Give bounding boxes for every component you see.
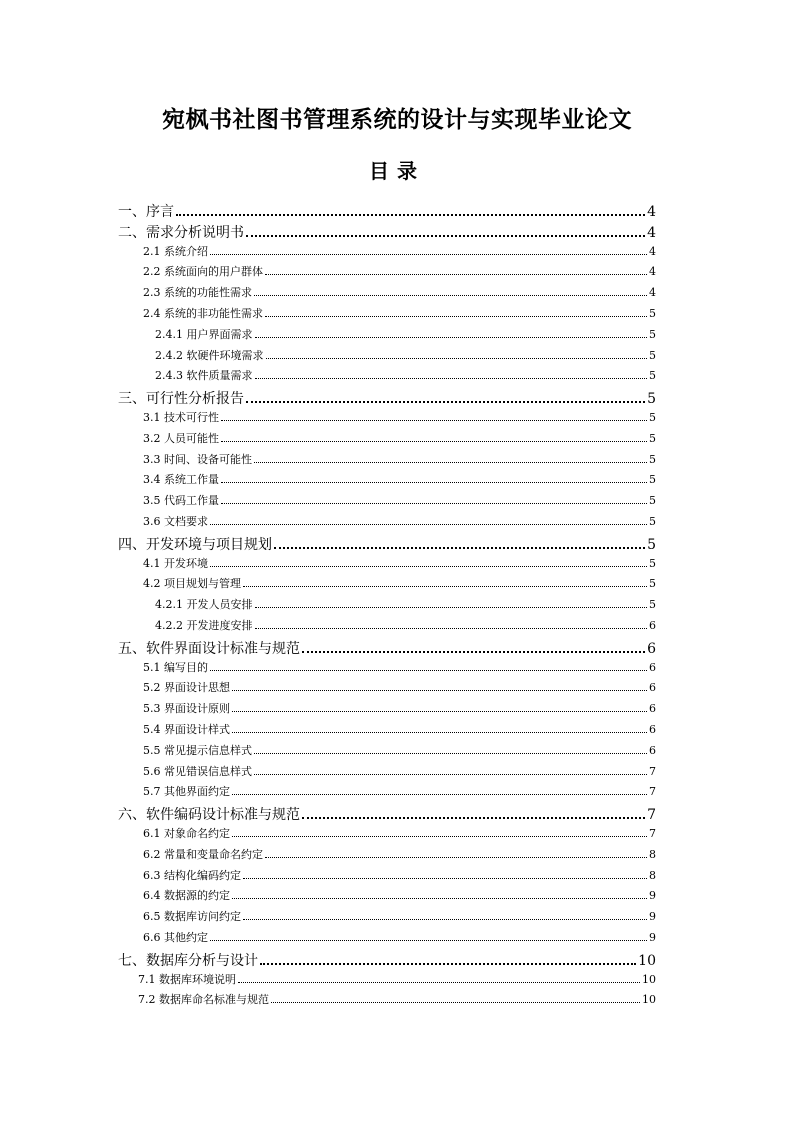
toc-entry-page: 7 xyxy=(649,785,656,799)
toc-entry-label: 6.4 数据源的约定 xyxy=(143,889,230,903)
toc-entry-page: 7 xyxy=(647,807,656,824)
toc-dot-leader xyxy=(232,825,647,837)
toc-entry-page: 9 xyxy=(649,910,656,924)
toc-entry-page: 5 xyxy=(649,431,656,445)
toc-entry-label: 6.2 常量和变量命名约定 xyxy=(143,847,263,861)
toc-entry-label: 4.1 开发环境 xyxy=(143,556,208,570)
toc-entry-level-2[interactable] xyxy=(143,721,656,741)
toc-entry-label: 5.1 编写目的 xyxy=(143,660,208,674)
toc-entry-page: 5 xyxy=(649,577,656,591)
toc-entry-level-3[interactable] xyxy=(155,347,656,367)
toc-entry-level-2[interactable] xyxy=(143,700,656,720)
toc-entry-page: 4 xyxy=(647,204,656,220)
toc-entry-label: 3.2 人员可能性 xyxy=(143,431,219,445)
toc-entry-level-1[interactable] xyxy=(118,388,656,408)
toc-entry-level-1[interactable] xyxy=(118,950,656,970)
toc-dot-leader xyxy=(210,555,647,567)
toc-entry-label: 4.2.1 开发人员安排 xyxy=(155,598,253,612)
toc-entry-level-2[interactable] xyxy=(143,471,656,491)
toc-dot-leader xyxy=(238,971,640,983)
toc-entry-page: 6 xyxy=(649,743,656,757)
toc-dot-leader xyxy=(255,617,648,629)
toc-dot-leader xyxy=(232,679,647,691)
toc-dot-leader xyxy=(266,347,648,359)
toc-dot-leader xyxy=(176,203,645,216)
toc-entry-label: 3.3 时间、设备可能性 xyxy=(143,452,252,466)
toc-entry-level-1[interactable] xyxy=(118,222,656,242)
toc-entry-label: 5.6 常见错误信息样式 xyxy=(143,764,252,778)
toc-entry-level-2[interactable] xyxy=(143,742,656,762)
toc-entry-page: 5 xyxy=(649,348,656,362)
toc-entry-level-1[interactable] xyxy=(118,534,656,554)
toc-dot-leader xyxy=(254,742,647,754)
toc-entry-label: 六、软件编码设计标准与规范 xyxy=(118,807,300,824)
toc-entry-page: 6 xyxy=(649,723,656,736)
toc-entry-label: 四、开发环境与项目规划 xyxy=(118,536,272,553)
toc-dot-leader xyxy=(255,326,648,338)
toc-dot-leader xyxy=(221,471,647,483)
toc-entry-level-3[interactable] xyxy=(155,596,656,616)
toc-entry-label: 6.5 数据库访问约定 xyxy=(143,910,241,924)
toc-entry-page: 5 xyxy=(649,327,656,341)
toc-entry-level-2[interactable] xyxy=(143,430,656,450)
toc-entry-level-3[interactable] xyxy=(155,367,656,387)
toc-dot-leader xyxy=(221,492,647,504)
toc-entry-page: 5 xyxy=(647,391,656,408)
toc-entry-page: 5 xyxy=(649,369,656,383)
toc-entry-label: 6.3 结构化编码约定 xyxy=(143,868,241,882)
toc-entry-level-2[interactable] xyxy=(143,409,656,429)
toc-entry-label: 7.1 数据库环境说明 xyxy=(138,972,236,986)
toc-entry-page: 5 xyxy=(649,411,656,424)
toc-entry-page: 5 xyxy=(649,598,656,612)
toc-dot-leader xyxy=(210,659,647,671)
toc-entry-page: 6 xyxy=(649,619,656,632)
toc-entry-level-2[interactable] xyxy=(143,825,656,845)
toc-dot-leader xyxy=(232,721,647,733)
toc-entry-label: 5.7 其他界面约定 xyxy=(143,785,230,799)
toc-entry-level-2[interactable] xyxy=(138,971,656,991)
toc-entry-level-2[interactable] xyxy=(143,263,656,283)
toc-dot-leader xyxy=(254,763,647,775)
toc-dot-leader xyxy=(260,952,636,965)
document-title: 宛枫书社图书管理系统的设计与实现毕业论文 xyxy=(162,106,632,133)
toc-entry-level-2[interactable] xyxy=(138,991,656,1011)
toc-entry-page: 4 xyxy=(649,265,656,279)
toc-entry-level-2[interactable] xyxy=(143,243,656,263)
toc-entry-page: 7 xyxy=(649,827,656,840)
toc-entry-level-1[interactable] xyxy=(118,201,656,221)
toc-dot-leader xyxy=(243,867,647,879)
toc-entry-level-2[interactable] xyxy=(143,929,656,949)
toc-entry-level-2[interactable] xyxy=(143,305,656,325)
toc-dot-leader xyxy=(274,536,645,549)
toc-heading: 目录 xyxy=(369,159,425,183)
toc-entry-level-2[interactable] xyxy=(143,783,656,803)
toc-dot-leader xyxy=(246,390,645,403)
toc-entry-label: 2.1 系统介绍 xyxy=(143,244,208,258)
toc-dot-leader xyxy=(255,367,648,379)
toc-entry-page: 4 xyxy=(649,286,656,300)
toc-entry-page: 8 xyxy=(649,868,656,882)
toc-dot-leader xyxy=(221,430,647,442)
toc-entry-page: 9 xyxy=(649,931,656,944)
toc-entry-page: 5 xyxy=(649,307,656,320)
toc-dot-leader xyxy=(302,640,645,653)
toc-entry-page: 6 xyxy=(649,681,656,695)
toc-entry-label: 5.5 常见提示信息样式 xyxy=(143,743,252,757)
toc-dot-leader xyxy=(232,887,647,899)
toc-entry-page: 6 xyxy=(647,640,656,657)
toc-entry-label: 一、序言 xyxy=(118,204,174,220)
toc-entry-label: 6.1 对象命名约定 xyxy=(143,827,230,840)
toc-entry-level-2[interactable] xyxy=(143,555,656,575)
toc-entry-level-2[interactable] xyxy=(143,659,656,679)
toc-dot-leader xyxy=(265,305,647,317)
toc-entry-level-1[interactable] xyxy=(118,638,656,658)
toc-entry-label: 三、可行性分析报告 xyxy=(118,391,244,408)
toc-entry-label: 5.4 界面设计样式 xyxy=(143,723,230,736)
toc-dot-leader xyxy=(232,700,647,712)
toc-entry-label: 7.2 数据库命名标准与规范 xyxy=(138,993,269,1007)
toc-dot-leader xyxy=(271,991,640,1003)
toc-entry-label: 3.5 代码工作量 xyxy=(143,494,219,508)
toc-dot-leader xyxy=(243,908,647,920)
toc-entry-level-2[interactable] xyxy=(143,575,656,595)
toc-dot-leader xyxy=(254,284,647,296)
toc-entry-label: 6.6 其他约定 xyxy=(143,931,208,944)
toc-entry-level-2[interactable] xyxy=(143,763,656,783)
toc-entry-label: 七、数据库分析与设计 xyxy=(118,952,258,969)
toc-entry-level-2[interactable] xyxy=(143,451,656,471)
toc-entry-label: 2.3 系统的功能性需求 xyxy=(143,286,252,300)
toc-entry-level-2[interactable] xyxy=(143,513,656,533)
toc-entry-page: 5 xyxy=(647,536,656,553)
toc-entry-level-2[interactable] xyxy=(143,846,656,866)
toc-dot-leader xyxy=(254,451,647,463)
toc-entry-label: 3.6 文档要求 xyxy=(143,515,208,528)
toc-dot-leader xyxy=(243,575,647,587)
toc-entry-page: 7 xyxy=(649,764,656,778)
toc-entry-label: 3.4 系统工作量 xyxy=(143,473,219,487)
toc-entry-page: 5 xyxy=(649,556,656,570)
toc-entry-page: 4 xyxy=(647,224,656,241)
toc-entry-label: 2.4.2 软硬件环境需求 xyxy=(155,348,264,362)
toc-entry-label: 4.2 项目规划与管理 xyxy=(143,577,241,591)
toc-entry-label: 3.1 技术可行性 xyxy=(143,411,219,424)
toc-dot-leader xyxy=(232,783,647,795)
toc-dot-leader xyxy=(210,513,647,525)
toc-entry-page: 6 xyxy=(649,660,656,674)
toc-dot-leader xyxy=(265,263,647,275)
toc-entry-label: 5.3 界面设计原则 xyxy=(143,702,230,716)
toc-entry-label: 4.2.2 开发进度安排 xyxy=(155,619,253,632)
toc-entry-label: 五、软件界面设计标准与规范 xyxy=(118,640,300,657)
toc-entry-page: 5 xyxy=(649,473,656,487)
toc-entry-level-2[interactable] xyxy=(143,908,656,928)
toc-dot-leader xyxy=(221,409,647,421)
toc-entry-page: 4 xyxy=(649,244,656,258)
toc-entry-page: 5 xyxy=(649,494,656,508)
toc-entry-label: 2.4 系统的非功能性需求 xyxy=(143,307,263,320)
toc-entry-page: 10 xyxy=(638,952,656,969)
toc-entry-page: 8 xyxy=(649,847,656,861)
toc-entry-level-1[interactable] xyxy=(118,804,656,824)
toc-entry-level-2[interactable] xyxy=(143,284,656,304)
toc-entry-page: 10 xyxy=(642,972,656,986)
toc-dot-leader xyxy=(210,243,647,255)
toc-entry-level-2[interactable] xyxy=(143,492,656,512)
toc-entry-label: 2.4.3 软件质量需求 xyxy=(155,369,253,383)
toc-entry-page: 5 xyxy=(649,515,656,528)
toc-dot-leader xyxy=(210,929,647,941)
toc-dot-leader xyxy=(265,846,647,858)
toc-entry-page: 5 xyxy=(649,452,656,466)
toc-entry-level-2[interactable] xyxy=(143,679,656,699)
toc-entry-label: 二、需求分析说明书 xyxy=(118,224,244,241)
toc-entry-level-3[interactable] xyxy=(155,617,656,637)
toc-dot-leader xyxy=(255,596,648,608)
toc-entry-page: 10 xyxy=(642,993,656,1007)
toc-entry-label: 2.2 系统面向的用户群体 xyxy=(143,265,263,279)
toc-dot-leader xyxy=(246,224,645,237)
toc-entry-level-3[interactable] xyxy=(155,326,656,346)
toc-entry-level-2[interactable] xyxy=(143,867,656,887)
toc-entry-page: 6 xyxy=(649,702,656,716)
toc-entry-label: 5.2 界面设计思想 xyxy=(143,681,230,695)
toc-dot-leader xyxy=(302,806,645,819)
toc-entry-label: 2.4.1 用户界面需求 xyxy=(155,327,253,341)
toc-entry-level-2[interactable] xyxy=(143,887,656,907)
toc-entry-page: 9 xyxy=(649,889,656,903)
